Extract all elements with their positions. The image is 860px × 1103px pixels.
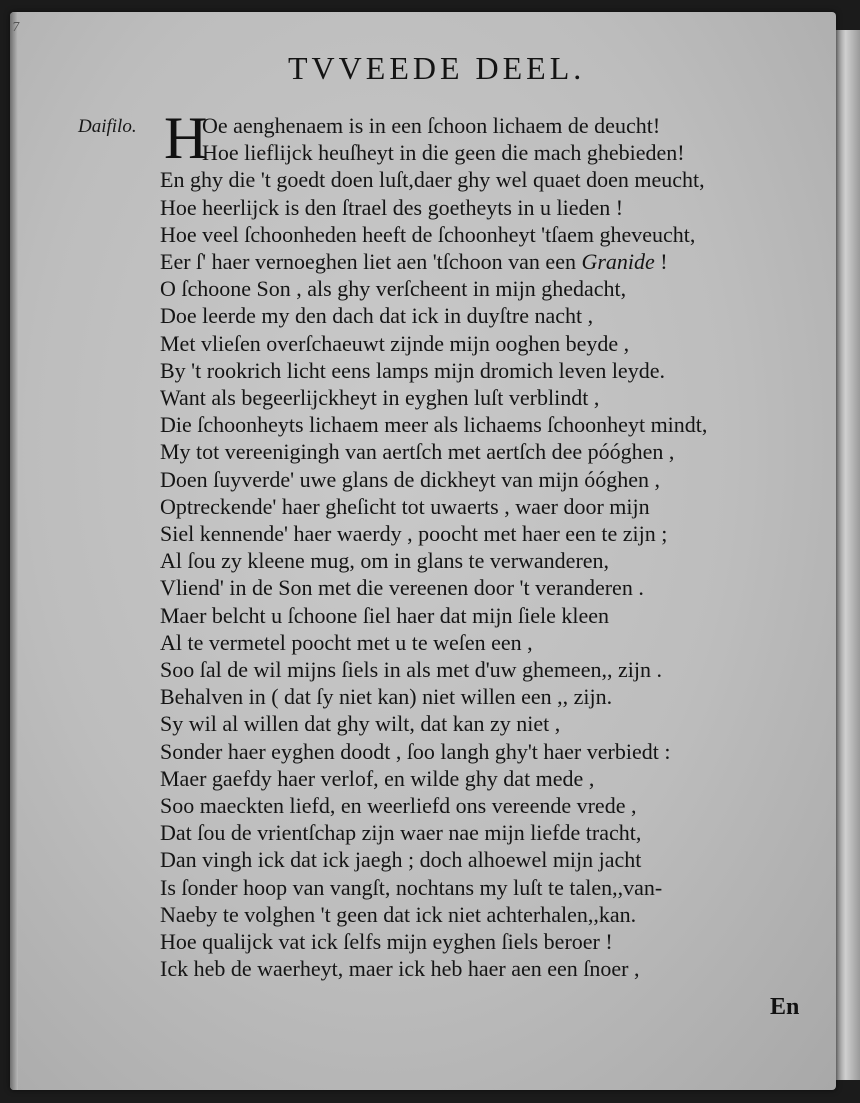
verse-line [160, 765, 820, 792]
verse-line [160, 466, 820, 493]
verse-line-text: Dan vingh ick dat ick jaegh ; doch alhoewel mijn jacht [160, 847, 642, 873]
verse-line-text: Die ſchoonheyts lichaem meer als lichaems ſchoonheyt mindt, [160, 412, 708, 438]
verse-line-text: My tot vereenigingh van aertſch met aertſch dee póóghen , [160, 439, 675, 465]
verse-line [160, 384, 820, 411]
verse-line [160, 792, 820, 819]
verse-line-text: Dat ſou de vrientſchap zijn waer nae mijn liefde tracht, [160, 820, 642, 846]
verse-line [160, 928, 820, 955]
verse-line-text: Siel kennende' haer waerdy , poocht met haer een te zijn ; [160, 521, 668, 547]
verse-line-text: Sy wil al willen dat ghy wilt, dat kan zy niet , [160, 711, 561, 737]
verse-line-text: Doe leerde my den dach dat ick in duyſtre nacht , [160, 303, 594, 329]
verse-line-text: Sonder haer eyghen doodt , ſoo langh ghy't haer verbiedt : [160, 738, 671, 764]
verse-line [160, 493, 820, 520]
verse-line-text: Hoe lieflijck heuſheyt in die geen die mach ghebieden! [202, 140, 685, 166]
folio-mark: 7 [12, 20, 20, 34]
verse-line-text: Is ſonder hoop van vangſt, nochtans my luſt te talen,,van- [160, 874, 663, 900]
drop-cap: H [164, 105, 208, 171]
verse-line [160, 438, 820, 465]
verse-line-text: Maer belcht u ſchoone ſiel haer dat mijn ſiele kleen [160, 602, 609, 628]
verse-line-text: Hoe veel ſchoonheden heeft de ſchoonheyt 'tſaem gheveucht, [160, 221, 696, 247]
verse-line [160, 194, 820, 221]
verse-line [160, 166, 820, 193]
verse-line-text: Hoe heerlijck is den ſtrael des goetheyts in u lieden ! [160, 194, 624, 220]
verse-line-text: Doen ſuyverde' uwe glans de dickheyt van mijn óóghen , [160, 466, 661, 492]
verse-line [160, 819, 820, 846]
verse-line-text: Maer gaefdy haer verlof, en wilde ghy dat mede , [160, 765, 595, 791]
verse-line-text: Soo maeckten liefd, en weerliefd ons vereende vrede , [160, 793, 637, 819]
verse-line [160, 357, 820, 384]
verse-line-text: Want als begeerlijckheyt in eyghen luſt verblindt , [160, 385, 600, 411]
verse-line [160, 710, 820, 737]
verse-line [160, 874, 820, 901]
verse-line-text: Behalven in ( dat ſy niet kan) niet willen een ,, zijn. [160, 684, 613, 710]
verse-line-text: Al te vermetel poocht met u te weſen een , [160, 629, 533, 655]
verse-line-text: Met vlieſen overſchaeuwt zijnde mijn ooghen beyde , [160, 330, 630, 356]
verse-line-text: Ick heb de waerheyt, maer ick heb haer aen een ſnoer , [160, 956, 640, 982]
verse-line [160, 302, 820, 329]
verse-line-italic-name: Granide [581, 249, 655, 275]
verse-line [160, 221, 820, 248]
verse-line-text: Optreckende' haer gheſicht tot uwaerts , waer door mijn [160, 493, 650, 519]
verse-body [160, 105, 820, 983]
verse-line [160, 547, 820, 574]
speaker-name: Daifilo. [78, 116, 137, 137]
catchword: En [770, 994, 800, 1020]
verse-line-text: En ghy die 't goedt doen luſt,daer ghy wel quaet doen meucht, [160, 167, 705, 193]
verse-line [160, 520, 820, 547]
verse-line [160, 275, 820, 302]
verse-line-text: Naeby te volghen 't geen dat ick niet achterhalen,,kan. [160, 901, 637, 927]
verse-line [160, 112, 820, 139]
verse-line [160, 330, 820, 357]
verse-line [160, 629, 820, 656]
verse-line [160, 901, 820, 928]
running-head: TVVEEDE DEEL. [288, 50, 586, 86]
gutter-shadow [10, 12, 18, 1090]
verse-line-text: O ſchoone Son , als ghy verſcheent in mijn ghedacht, [160, 276, 627, 302]
verse-line [160, 602, 820, 629]
verse-line [160, 683, 820, 710]
verse-line [160, 738, 820, 765]
verse-line-text: Soo ſal de wil mijns ſiels in als met d'uw ghemeen,, zijn . [160, 657, 662, 683]
verse-line [160, 248, 820, 275]
verse-line [160, 411, 820, 438]
verse-line-text: Eer ſ' haer vernoeghen liet aen 'tſchoon van een [160, 249, 582, 275]
verse-line [160, 656, 820, 683]
verse-line-text: Hoe qualijck vat ick ſelfs mijn eyghen ſiels beroer ! [160, 929, 613, 955]
verse-line-end: ! [654, 249, 668, 275]
verse-line-text: Vliend' in de Son met die vereenen door 't veranderen . [160, 575, 644, 601]
verse-line-text: Oe aenghenaem is in een ſchoon lichaem de deucht! [202, 113, 661, 138]
verse-line [160, 955, 820, 982]
verse-line [160, 846, 820, 873]
adjacent-page-edge [836, 30, 860, 1080]
verse-line-text: By 't rookrich licht eens lamps mijn dromich leven leyde. [160, 357, 665, 383]
verse-line-text: Al ſou zy kleene mug, om in glans te verwanderen, [160, 548, 610, 574]
verse-line [160, 574, 820, 601]
verse-line [160, 139, 820, 166]
